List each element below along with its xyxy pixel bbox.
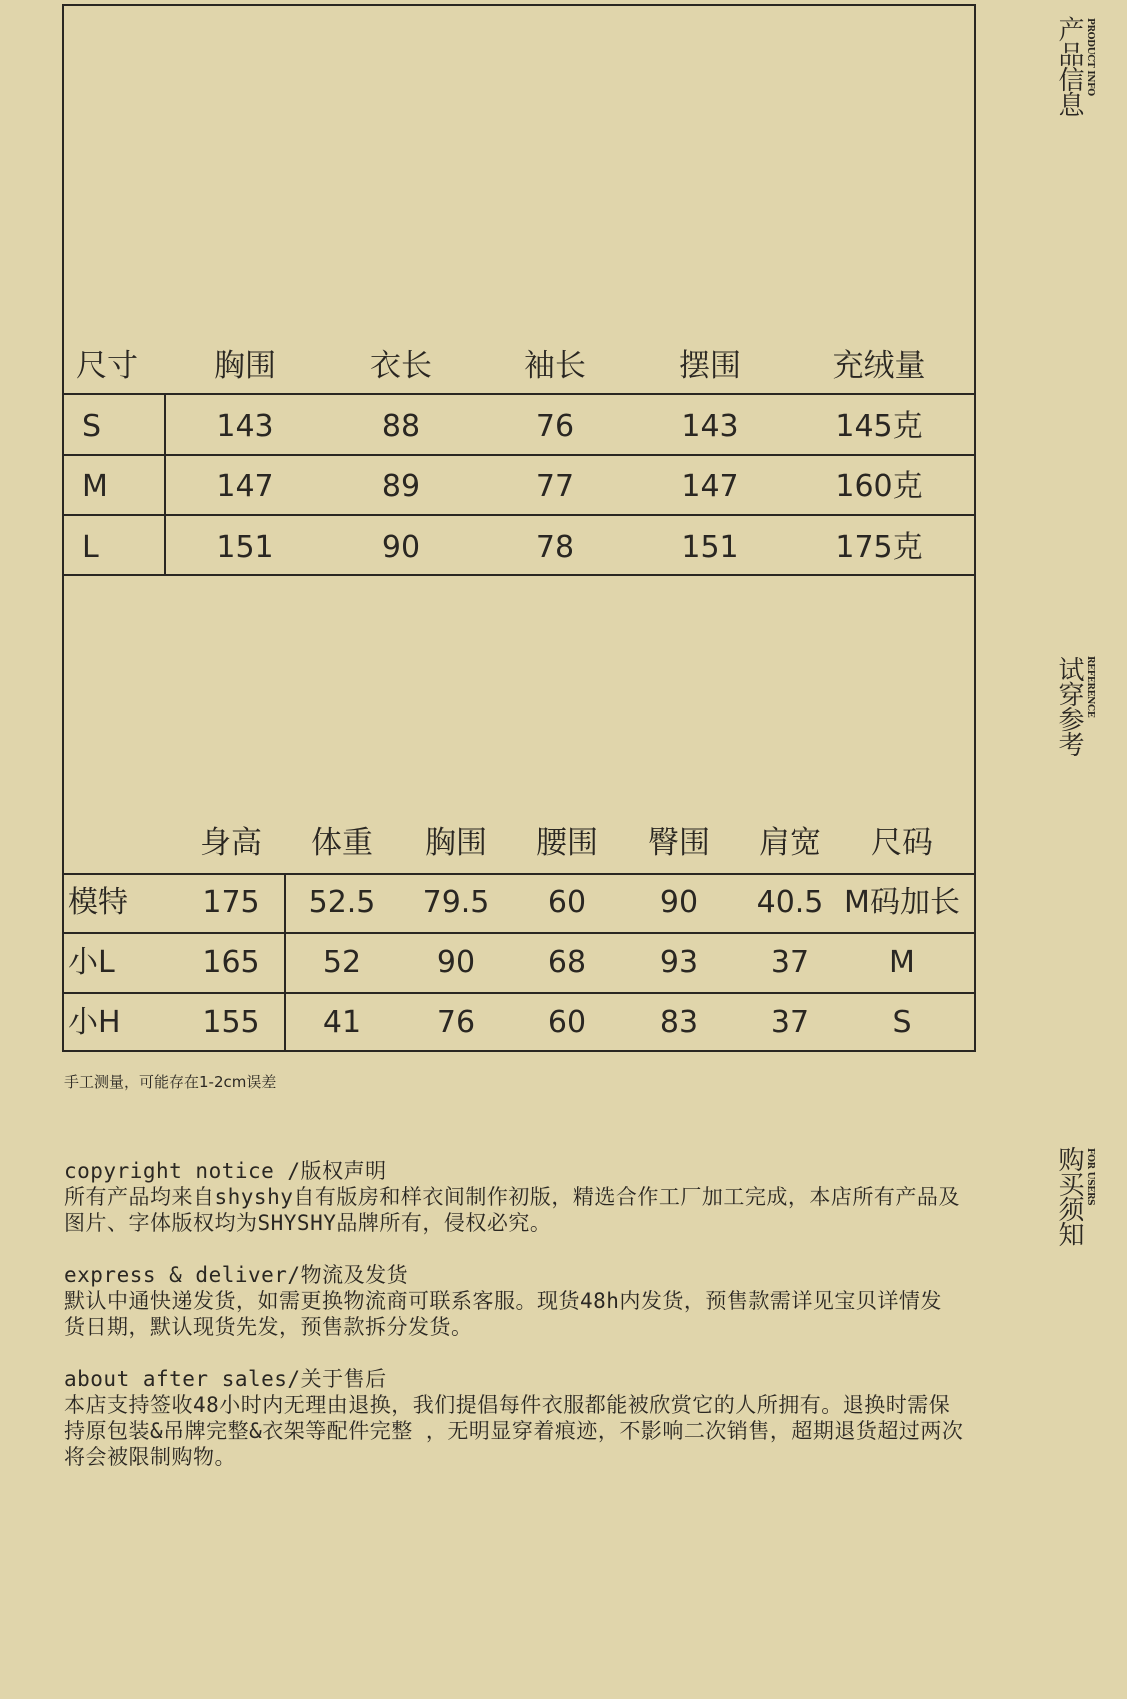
model-header-cell: 肩宽 [759,825,821,861]
size-header-cell: 充绒量 [832,348,926,384]
measurement-note: 手工测量，可能存在1-2cm误差 [64,1073,277,1091]
model-cell: 小H [68,1005,121,1040]
info-frame [62,4,976,1052]
size-cell: 147 [681,469,739,504]
size-cell: 88 [381,409,421,444]
policy-express [64,1262,984,1340]
side-label-reference-en: REFERENCE [1085,656,1095,718]
size-header-cell: 胸围 [214,348,276,384]
model-cell: 60 [547,1005,587,1040]
model-cell: 41 [322,1005,362,1040]
size-header-cell: 摆围 [679,348,741,384]
policy-after-sales [64,1366,984,1470]
size-table-divider [164,393,166,576]
policy-line: 所有产品均来自shyshy自有版房和样衣间制作初版，精选合作工厂加工完成，本店所有产品及 [64,1185,960,1209]
model-cell: 93 [659,945,699,980]
policy-line: 持原包装&吊牌完整&衣架等配件完整 ，无明显穿着痕迹，不影响二次销售，超期退货超过两次 [64,1419,964,1443]
model-table-divider [62,932,976,934]
model-header-cell: 体重 [311,825,373,861]
model-cell: 90 [659,885,699,920]
model-cell: 模特 [68,885,128,920]
policy-line: 默认中通快递发货，如需更换物流商可联系客服。现货48h内发货，预售款需详见宝贝详情发 [64,1289,942,1313]
size-cell: 147 [216,469,274,504]
size-table-divider [62,393,976,395]
size-header-cell: 袖长 [524,348,586,384]
size-table-divider [62,574,976,576]
model-header-cell: 腰围 [536,825,598,861]
size-cell: 151 [681,530,739,565]
model-cell: 76 [436,1005,476,1040]
model-cell: 60 [547,885,587,920]
model-cell: 68 [547,945,587,980]
model-header-cell: 臀围 [648,825,710,861]
size-table-divider [62,454,976,456]
size-cell: 78 [535,530,575,565]
size-table-divider [62,514,976,516]
model-cell: 79.5 [422,885,490,920]
size-cell: 77 [535,469,575,504]
model-header-cell: 身高 [200,825,262,861]
size-cell: 143 [216,409,274,444]
size-cell: 145克 [835,409,923,444]
policy-title: about after sales/关于售后 [64,1367,387,1391]
side-label-product-info: 产品信息 [1054,16,1084,116]
size-cell: 151 [216,530,274,565]
side-label-product-info-en: PRODUCT INFO [1085,18,1095,96]
model-table-divider [62,992,976,994]
policy-line: 图片、字体版权均为SHYSHY品牌所有，侵权必究。 [64,1211,552,1235]
model-cell: 165 [202,945,260,980]
size-cell: L [82,530,99,565]
model-cell: 37 [770,1005,810,1040]
size-cell: M [82,469,108,504]
model-cell: 小L [68,945,115,980]
model-cell: S [892,1005,912,1040]
size-cell: 160克 [835,469,923,504]
model-header-cell: 尺码 [871,825,933,861]
size-header-cell: 衣长 [370,348,432,384]
model-cell: 37 [770,945,810,980]
policy-title: copyright notice /版权声明 [64,1159,387,1183]
size-cell: S [82,409,102,444]
side-label-for-users-en: FOR USERS [1085,1148,1095,1206]
policy-line: 将会被限制购物。 [64,1445,236,1469]
model-cell: M [889,945,915,980]
size-cell: 175克 [835,530,923,565]
side-label-for-users: 购买须知 [1054,1146,1084,1246]
size-cell: 90 [381,530,421,565]
policy-line: 货日期，默认现货先发，预售款拆分发货。 [64,1315,473,1339]
model-table-divider [284,873,286,1052]
model-cell: 52 [322,945,362,980]
policy-line: 本店支持签收48小时内无理由退换，我们提倡每件衣服都能被欣赏它的人所拥有。退换时需保 [64,1393,951,1417]
model-cell: 175 [202,885,260,920]
policy-title: express & deliver/物流及发货 [64,1263,409,1287]
model-cell: 83 [659,1005,699,1040]
policy-copyright [64,1158,984,1236]
model-cell: 52.5 [308,885,376,920]
model-header-cell: 胸围 [425,825,487,861]
model-cell: 155 [202,1005,260,1040]
model-cell: M码加长 [844,885,960,920]
model-cell: 40.5 [756,885,824,920]
size-cell: 143 [681,409,739,444]
model-cell: 90 [436,945,476,980]
size-header-cell: 尺寸 [76,348,138,384]
size-cell: 76 [535,409,575,444]
size-cell: 89 [381,469,421,504]
model-table-divider [62,873,976,875]
side-label-reference: 试穿参考 [1054,656,1084,756]
